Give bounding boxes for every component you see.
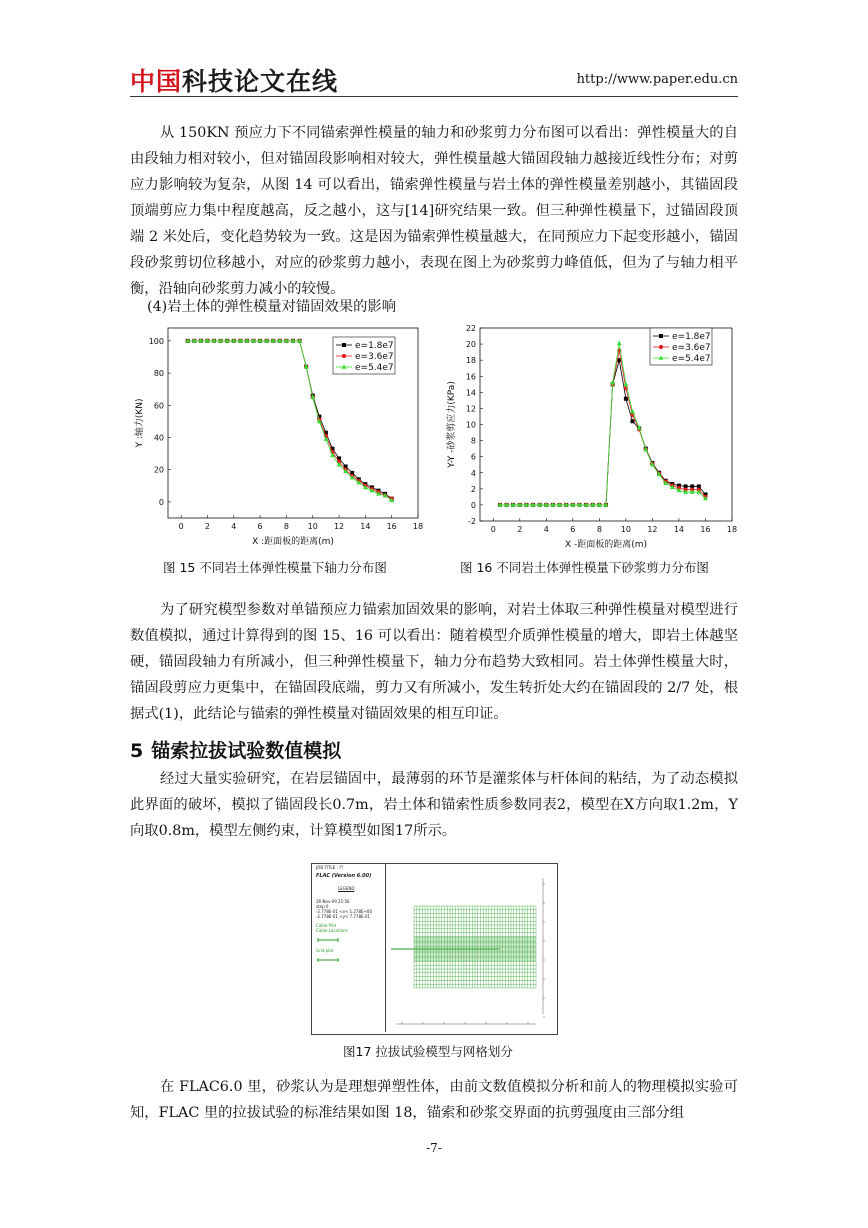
x-tick-label: 6 (257, 522, 263, 531)
x-tick-label: 14 (673, 525, 685, 534)
x-tick-label: 8 (283, 522, 289, 531)
y-axis-label: Y-Y -砂浆剪应力(KPa) (447, 381, 457, 468)
data-point (610, 380, 615, 384)
flac-cable-plot: Cable Plot (316, 923, 337, 928)
figure-15-caption: 图 15 不同岩土体弹性模量下轴力分布图 (163, 560, 387, 575)
flac-yrange: -2.778E-01 <y< 7.778E-01 (316, 914, 371, 919)
paragraph-2: 为了研究模型参数对单锚预应力锚索加固效果的影响，对岩土体取三种弹性模量对模型进行数值模拟，通过计算得到的图 15、16 可以看出：随着模型介质弹性模量的增大，即岩土体越坚硬，锚固段轴力有所减小，但三种弹性模量下，轴力分布趋势大致相同。岩土体弹性模量大时，锚固段剪应力更集中，在锚固段底端，剪力又有所减小，发生转折处大约在锚固段的 2/7 处，根据式(1)，此结论与锚索的弹性模量对锚固效果的相互印证。 (130, 602, 738, 722)
flac-job-title: JOB TITLE : ?? (316, 865, 344, 870)
y-tick-label: 40 (153, 433, 164, 443)
y-tick-label: 80 (153, 369, 164, 379)
x-tick-label: 18 (726, 525, 738, 534)
flac-grid-plot: Grid plot (316, 948, 334, 953)
header-url[interactable]: http://www.paper.edu.cn (576, 72, 738, 87)
data-point (624, 397, 628, 401)
y-axis-label: Y :轴力(KN) (135, 398, 145, 448)
x-tick-label: 0 (490, 525, 496, 534)
legend-marker (342, 354, 346, 358)
x-tick-label: 2 (204, 522, 211, 531)
x-tick-label: 2 (517, 525, 523, 534)
x-tick-label: 4 (543, 525, 549, 534)
x-tick-label: 18 (412, 522, 424, 531)
y-tick-label: -2 (468, 517, 476, 526)
subsection-4-heading: (4)岩土体的弹性模量对锚固效果的影响 (147, 299, 396, 315)
series-line-1 (500, 351, 706, 505)
flac-legend-panel (312, 864, 386, 1032)
header-divider (130, 96, 738, 97)
legend-label: e=1.8e7 (672, 332, 711, 342)
flac-legend-title: LEGEND (338, 886, 355, 891)
journal-logo (130, 62, 338, 98)
x-tick-label: 14 (360, 522, 371, 531)
flac-scale-bar-2 (316, 956, 356, 966)
x-tick-label: 16 (386, 522, 397, 531)
legend-label: e=5.4e7 (672, 354, 711, 364)
y-tick-label: 12 (465, 404, 476, 414)
series-line-0 (500, 360, 706, 505)
legend-label: e=5.4e7 (355, 363, 394, 373)
logo-dark-text: 科技论文在线 (182, 67, 339, 96)
flac-cable-locations: Cable Locations (316, 928, 348, 933)
data-point (617, 341, 622, 345)
flac-xrange: -2.778E-01 <x< 1.278E+00 (316, 909, 372, 914)
paragraph-3: 经过大量实验研究，在岩层锚固中，最薄弱的环节是灌浆体与杆体间的粘结，为了动态模拟此界面的破坏，模拟了锚固段长0.7m，岩土体和锚索性质参数同表2，模型在X方向取1.2m，Y向取0.8m，模型左侧约束，计算模型如图17所示。 (130, 771, 738, 839)
x-tick-label: 16 (700, 525, 711, 534)
y-tick-label: 2 (470, 484, 476, 494)
y-tick-label: 4 (470, 468, 476, 478)
x-tick-label: 0 (178, 522, 184, 531)
flac-date: 26-Nov-09 21:56 (316, 899, 350, 904)
section-5-title: 锚索拉拔试验数值模拟 (151, 740, 342, 762)
data-point (623, 382, 628, 386)
logo-red-text: 中国 (130, 67, 183, 96)
y-tick-label: 100 (148, 336, 164, 346)
page-number: -7- (426, 1141, 442, 1155)
y-tick-label: 22 (465, 324, 476, 333)
x-tick-label: 10 (620, 525, 631, 534)
x-tick-label: 8 (596, 525, 602, 534)
y-tick-label: 20 (153, 465, 164, 475)
legend-label: e=3.6e7 (355, 352, 394, 362)
x-axis-label: X -距面板的距离(m) (564, 540, 648, 550)
flac-version: FLAC (Version 6.00) (316, 873, 372, 879)
figure-15-chart (130, 323, 425, 553)
y-tick-label: 0 (158, 497, 164, 507)
y-tick-label: 16 (465, 372, 476, 382)
x-tick-label: 6 (570, 525, 576, 534)
series-line-2 (500, 343, 706, 505)
y-tick-label: 6 (470, 452, 476, 462)
y-tick-label: 10 (465, 420, 476, 430)
section-5-number: 5 (130, 740, 144, 762)
y-tick-label: 0 (470, 500, 476, 510)
figure-16-caption: 图 16 不同岩土体弹性模量下砂浆剪力分布图 (460, 560, 709, 575)
legend-label: e=1.8e7 (355, 341, 394, 351)
y-tick-label: 18 (465, 356, 476, 366)
figure-16-chart (440, 323, 740, 553)
legend-marker (659, 334, 663, 338)
flac-mesh-plot (386, 864, 556, 1032)
data-point (631, 419, 635, 423)
paragraph-1: 从 150KN 预应力下不同锚索弹性模量的轴力和砂浆剪力分布图可以看出：弹性模量大的自由段轴力相对较小，但对锚固段影响相对较大，弹性模量越大锚固段轴力越接近线性分布；对剪应力影响较为复杂，从图 14 可以看出，锚索弹性模量与岩土体的弹性模量差别越小，其锚固段顶端剪应力集中程度越高，反之越小，这与[14]研究结果一致。但三种弹性模量下，过锚固段顶端 2 米处后，变化趋势较为一致。这是因为锚索弹性模量越大，在同预应力下起变形越小，锚固段砂浆剪切位移越小，对应的砂浆剪力越小，表现在图上为砂浆剪力峰值低，但为了与轴力相平衡，沿轴向砂浆剪力减小的较慢。 (130, 125, 738, 297)
x-tick-label: 10 (307, 522, 318, 531)
paragraph-4: 在 FLAC6.0 里，砂浆认为是理想弹塑性体，由前文数值模拟分析和前人的物理模拟实验可知，FLAC 里的拉拔试验的标准结果如图 18，锚索和砂浆交界面的抗剪强度由三部分组 (130, 1079, 738, 1121)
figure-17-flac-model (311, 863, 558, 1035)
y-tick-label: 8 (470, 436, 476, 446)
x-tick-label: 12 (647, 525, 658, 534)
x-tick-label: 4 (231, 522, 237, 531)
legend-label: e=3.6e7 (672, 343, 711, 353)
flac-scale-bar-1 (316, 936, 356, 946)
section-5-heading (130, 736, 341, 763)
legend-marker (342, 343, 346, 347)
y-tick-label: 14 (465, 388, 476, 398)
x-tick-label: 12 (333, 522, 345, 531)
figure-17-caption: 图17 拉拔试验模型与网格划分 (343, 1044, 513, 1059)
flac-step: step 0 (316, 904, 329, 909)
y-tick-label: 20 (465, 340, 476, 350)
x-axis-label: X :距面板的距离(m) (252, 537, 334, 547)
y-tick-label: 60 (153, 401, 164, 411)
legend-marker (659, 345, 663, 349)
